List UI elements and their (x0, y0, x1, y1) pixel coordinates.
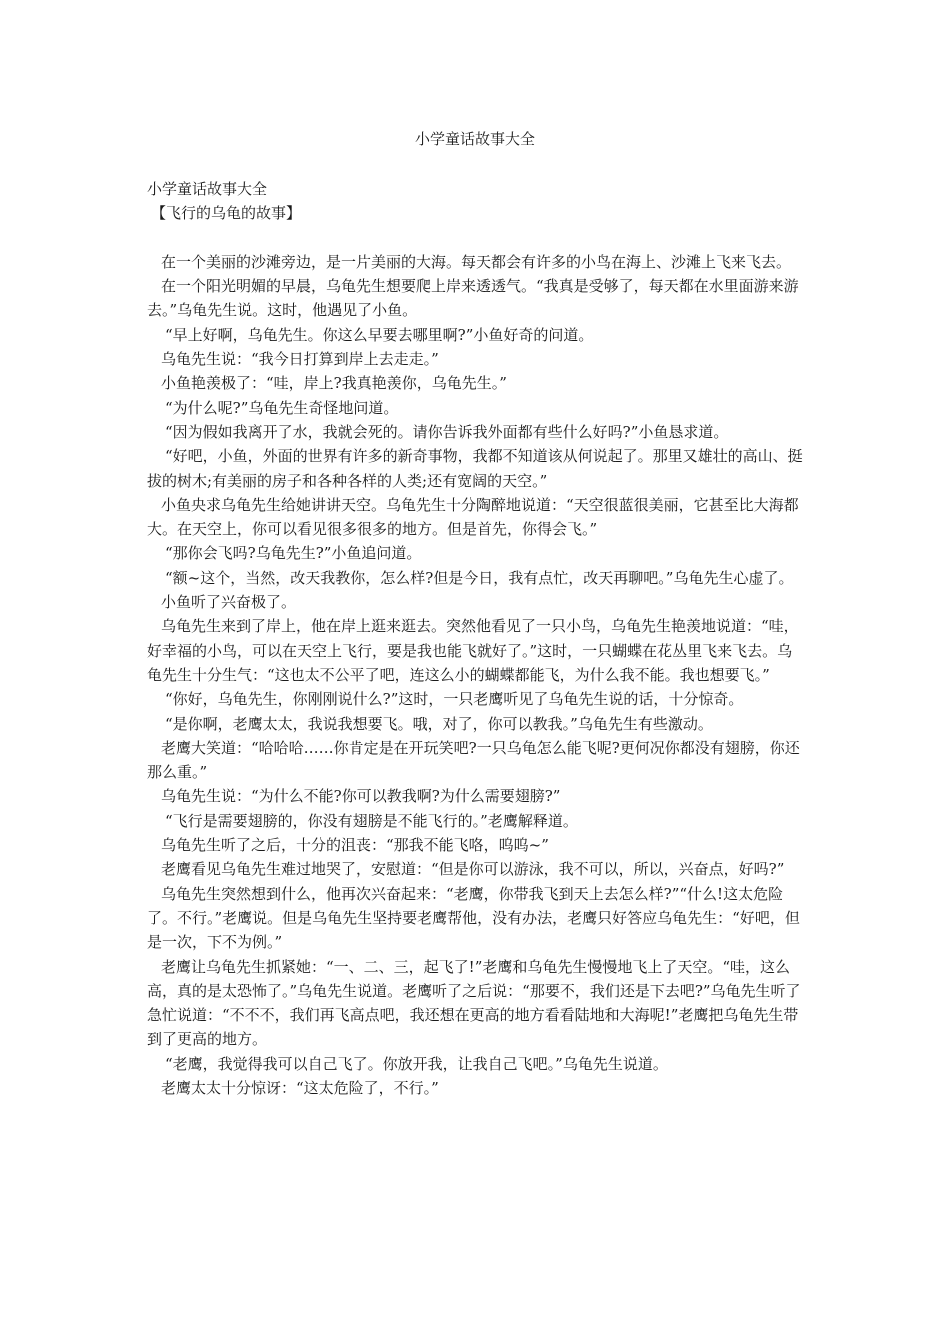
paragraph: 小鱼央求乌龟先生给她讲讲天空。乌龟先生十分陶醉地说道：“天空很蓝很美丽，它甚至比大海都大。在天空上，你可以看见很多很多的地方。但是首先，你得会飞。” (147, 495, 799, 539)
paragraph: 老鹰让乌龟先生抓紧她：“一、二、三，起飞了!”老鹰和乌龟先生慢慢地飞上了天空。“哇，这么高，真的是太恐怖了。”乌龟先生说道。老鹰听了之后说：“那要不，我们还是下去吧?”乌龟先生听了急忙说道：“不不不，我们再飞高点吧，我还想在更高的地方看看陆地和大海呢!”老鹰把乌龟先生带到了更高的地方。 (147, 957, 801, 1049)
paragraph: “老鹰，我觉得我可以自己飞了。你放开我，让我自己飞吧。”乌龟先生说道。 (165, 1054, 668, 1073)
paragraph: 乌龟先生说：“为什么不能?你可以教我啊?为什么需要翅膀?” (161, 787, 561, 806)
paragraph: 乌龟先生突然想到什么，他再次兴奋起来：“老鹰，你带我飞到天上去怎么样?”“什么!这太危险了。不行。”老鹰说。但是乌龟先生坚持要老鹰帮他，没有办法，老鹰只好答应乌龟先生：“好吧，但是一次，下不为例。” (147, 884, 800, 952)
document-body (147, 177, 803, 1100)
paragraph: “飞行是需要翅膀的，你没有翅膀是不能飞行的。”老鹰解释道。 (165, 811, 578, 830)
paragraph: 小鱼听了兴奋极了。 (161, 593, 297, 612)
paragraph: 在一个美丽的沙滩旁边，是一片美丽的大海。每天都会有许多的小鸟在海上、沙滩上飞来飞去。 (161, 252, 792, 271)
paragraph: 老鹰太太十分惊讶：“这太危险了，不行。” (161, 1078, 439, 1097)
paragraph: 老鹰大笑道：“哈哈哈……你肯定是在开玩笑吧?一只乌龟怎么能飞呢?更何况你都没有翅膀，你还那么重。” (147, 738, 800, 782)
paragraph: 在一个阳光明媚的早晨，乌龟先生想要爬上岸来透透气。“我真是受够了，每天都在水里面游来游去。”乌龟先生说。这时，他遇见了小鱼。 (147, 277, 799, 320)
paragraph: “因为假如我离开了水，我就会死的。请你告诉我外面都有些什么好吗?”小鱼恳求道。 (165, 422, 729, 441)
paragraph: “好吧，小鱼，外面的世界有许多的新奇事物，我都不知道该从何说起了。那里又雄壮的高山、挺拔的树木;有美丽的房子和各种各样的人类;还有宽阔的天空。” (147, 447, 803, 490)
paragraph: 乌龟先生听了之后，十分的沮丧：“那我不能飞咯，呜呜~” (161, 836, 549, 855)
paragraph: “早上好啊，乌龟先生。你这么早要去哪里啊?”小鱼好奇的问道。 (165, 325, 594, 344)
paragraph: 老鹰看见乌龟先生难过地哭了，安慰道：“但是你可以游泳，我不可以，所以，兴奋点，好吗?” (161, 860, 785, 879)
paragraph: “那你会飞吗?乌龟先生?”小鱼追问道。 (165, 544, 422, 563)
paragraph: 乌龟先生说：“我今日打算到岸上去走走。” (161, 350, 439, 369)
section-heading: 【飞行的乌龟的故事】 (151, 204, 302, 223)
paragraph: 乌龟先生来到了岸上，他在岸上逛来逛去。突然他看见了一只小鸟，乌龟先生艳羡地说道：“哇，好幸福的小鸟，可以在天空上飞行，要是我也能飞就好了。”这时，一只蝴蝶在花丛里飞来飞去。乌龟先生十分生气：“这也太不公平了吧，连这么小的蝴蝶都能飞，为什么我不能。我也想要飞。” (147, 617, 799, 684)
paragraph: “额~这个，当然，改天我教你，怎么样?但是今日，我有点忙，改天再聊吧。”乌龟先生心虚了。 (165, 568, 794, 587)
paragraph: 小鱼艳羡极了：“哇，岸上?我真艳羡你，乌龟先生。” (161, 374, 507, 393)
document-title: 小学童话故事大全 (414, 130, 535, 148)
paragraph: “为什么呢?”乌龟先生奇怪地问道。 (165, 398, 399, 417)
paragraph: “是你啊，老鹰太太，我说我想要飞。哦，对了，你可以教我。”乌龟先生有些激动。 (165, 714, 713, 733)
paragraph: “你好，乌龟先生，你刚刚说什么?”这时，一只老鹰听见了乌龟先生说的话，十分惊奇。 (165, 690, 744, 709)
document-subtitle: 小学童话故事大全 (147, 180, 268, 198)
